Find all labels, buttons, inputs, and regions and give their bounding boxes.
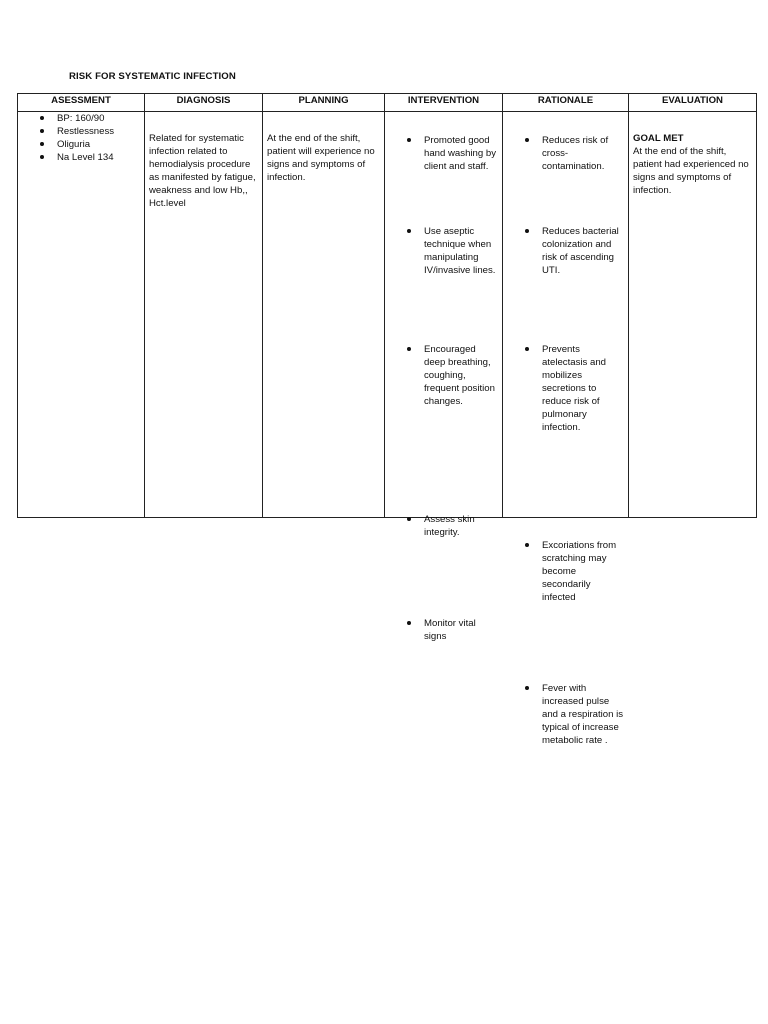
header-row [18,94,757,112]
list-item: Oliguria [18,138,144,151]
list-item: Use aseptic technique when manipulating IV/invasive lines. [385,225,502,277]
header-assessment: ASESSMENT [18,94,145,112]
list-item: Excoriations from scratching may become secondarily infected [503,539,628,604]
list-item: Encouraged deep breathing, coughing, frequent position changes. [385,343,502,408]
intervention-cell [385,112,503,642]
header-rationale: RATIONALE [503,94,629,112]
evaluation-block [629,112,756,197]
list-item: Reduces bacterial colonization and risk of ascending UTI. [503,225,628,277]
planning-text: At the end of the shift, patient will experience no signs and symptoms of infection. [267,133,375,183]
header-diagnosis: DIAGNOSIS [145,94,263,112]
assessment-list [18,112,144,164]
diagnosis-cell [145,112,263,518]
list-item: Monitor vital signs [385,617,502,643]
list-item: Fever with increased pulse and a respiration is typical of increase metabolic rate . [503,682,628,747]
intervention-list [385,112,502,642]
list-item: Reduces risk of cross-contamination. [503,134,628,173]
evaluation-text: At the end of the shift, patient had experienced no signs and symptoms of infection. [633,146,749,196]
header-evaluation: EVALUATION [629,94,757,112]
evaluation-cell [629,112,757,518]
rationale-list [503,112,628,746]
list-item: Assess skin integrity. [385,513,502,539]
care-plan-table [17,93,757,746]
header-intervention: INTERVENTION [385,94,503,112]
list-item: Prevents atelectasis and mobilizes secretions to reduce risk of pulmonary infection. [503,343,628,434]
header-planning: PLANNING [263,94,385,112]
rationale-cell [503,112,629,746]
list-item: Promoted good hand washing by client and staff. [385,134,502,173]
goal-status: GOAL MET [633,133,684,144]
assessment-cell [18,112,145,518]
diagnosis-text: Related for systematic infection related to hemodialysis procedure as manifested by fatigue, weakness and low Hb,, Hct.level [149,133,256,209]
table-row [18,112,757,518]
list-item: Restlessness [18,125,144,138]
document-title: RISK FOR SYSTEMATIC INFECTION [69,71,236,82]
list-item: Na Level 134 [18,151,144,164]
planning-cell [263,112,385,518]
list-item: BP: 160/90 [18,112,144,125]
